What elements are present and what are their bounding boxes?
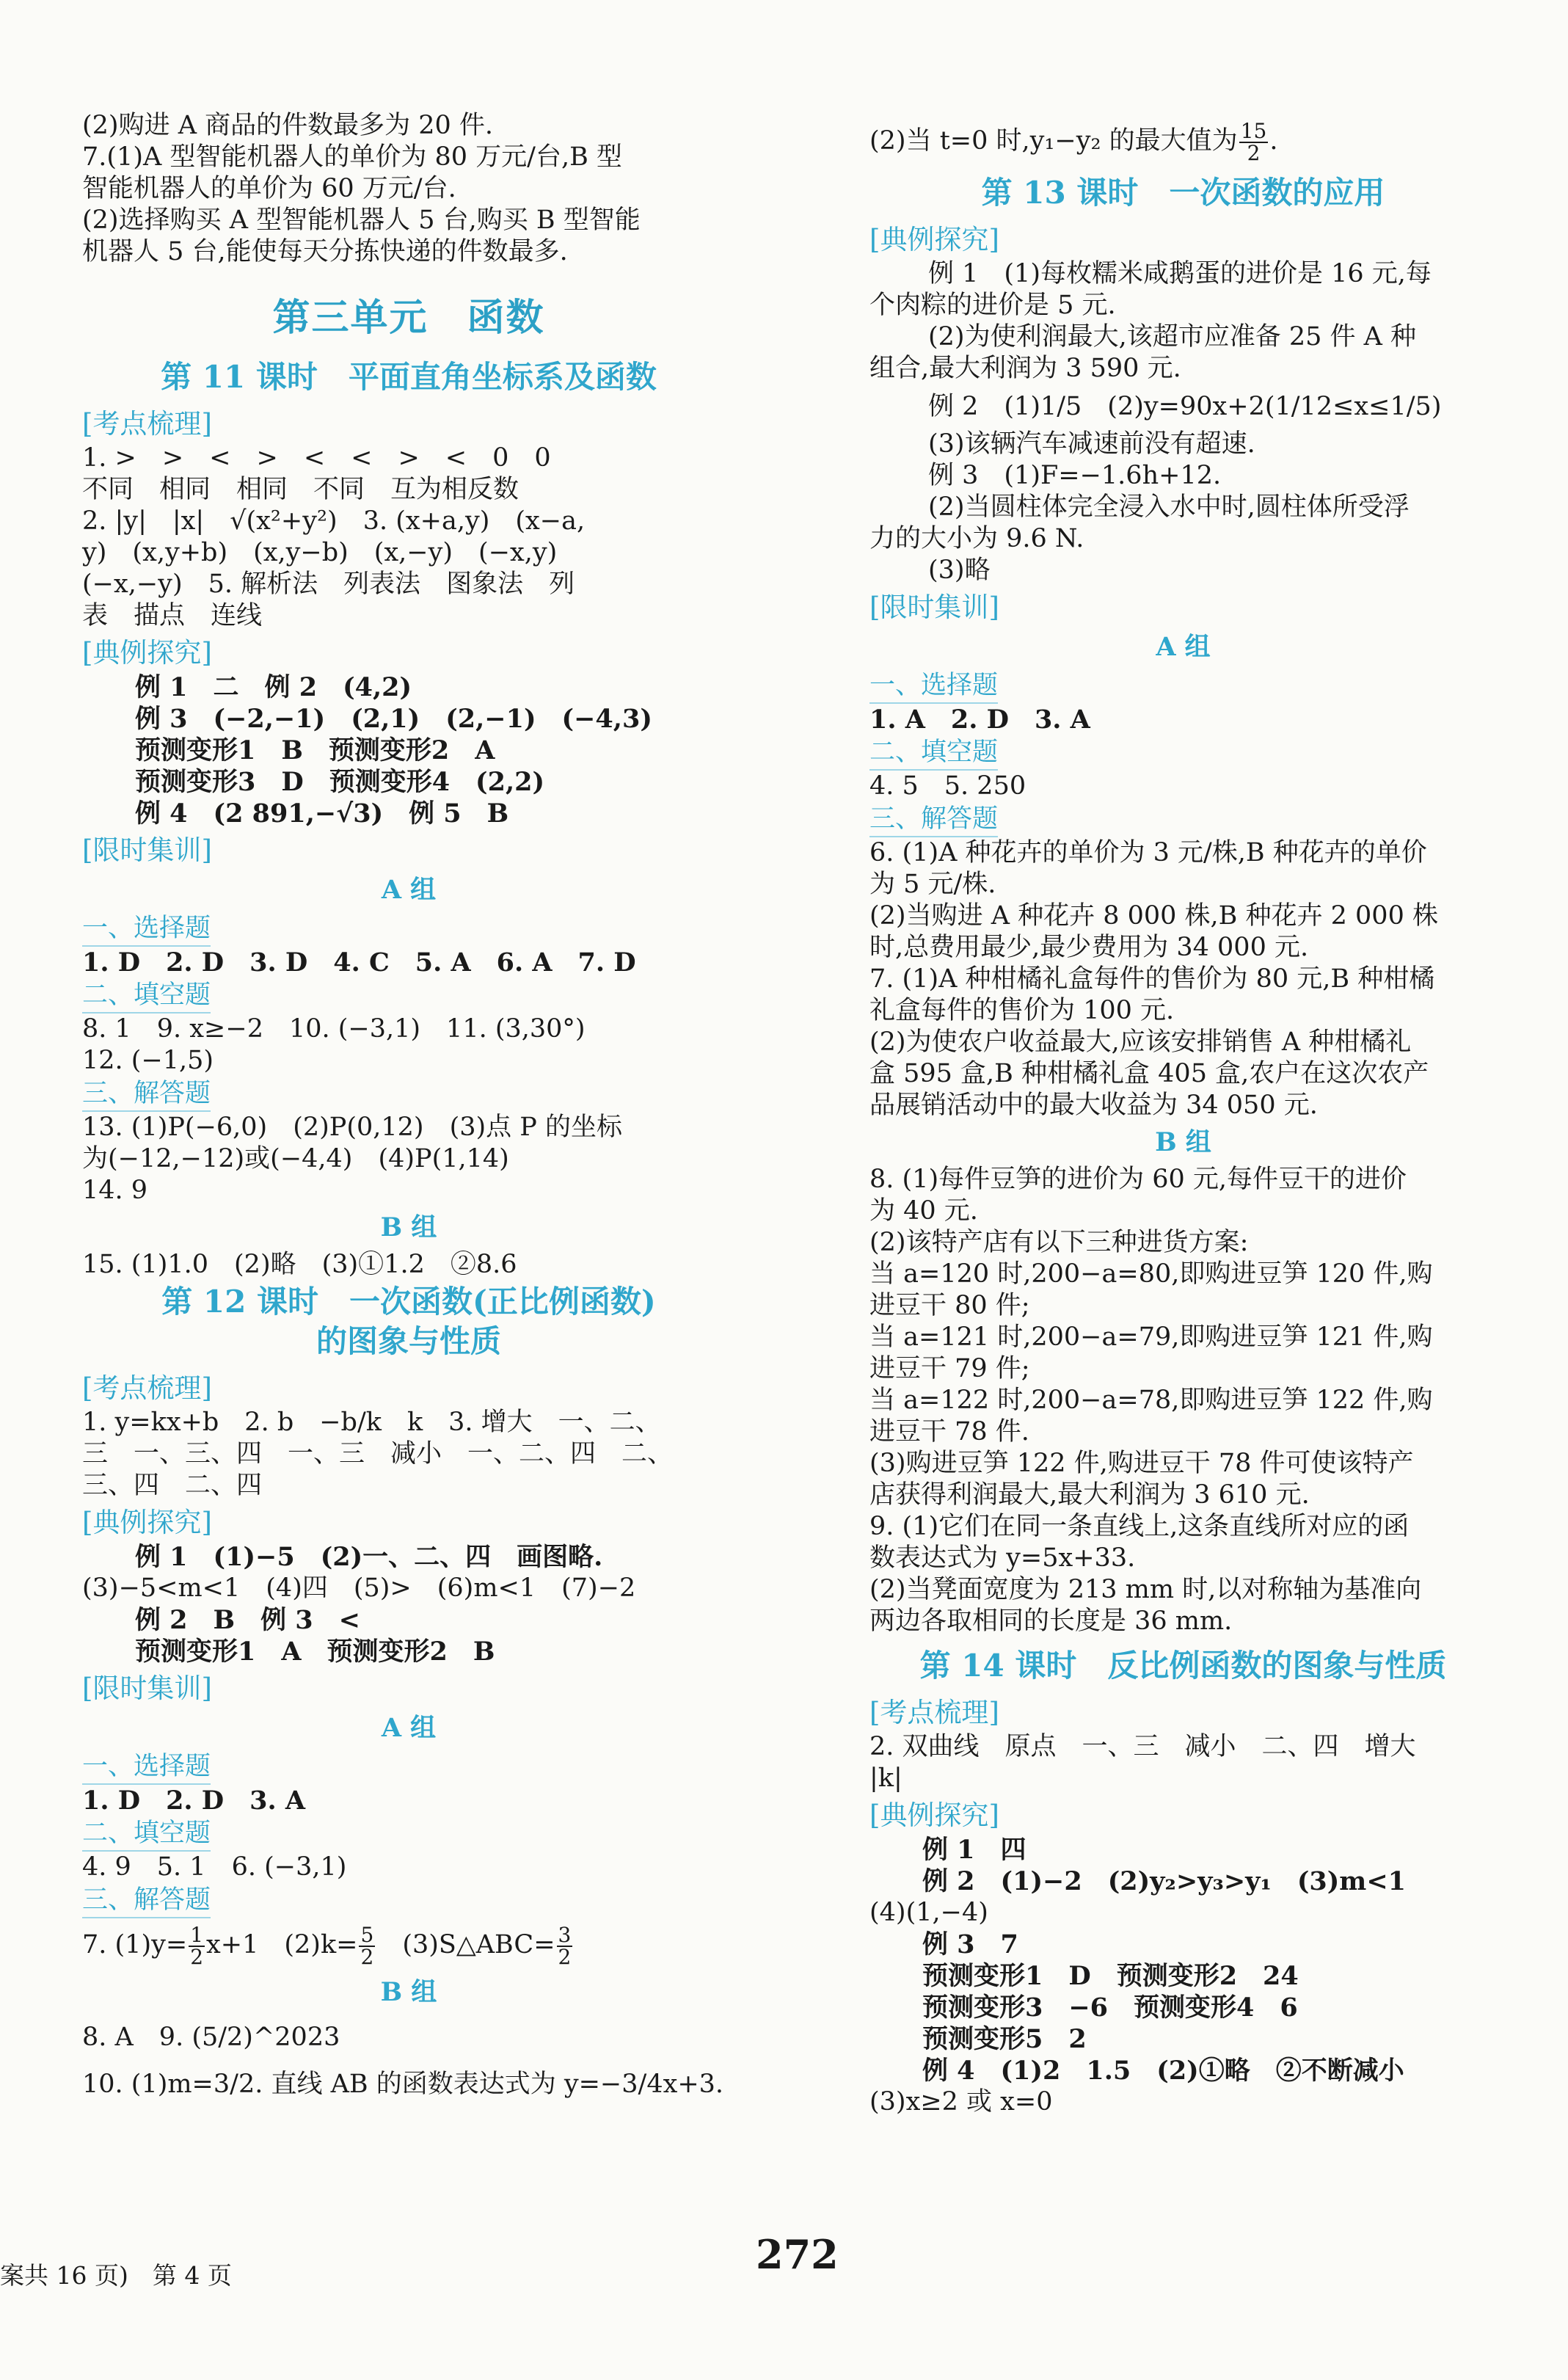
group-b-label: B 组 [1155, 1127, 1211, 1157]
text-line: 表 描点 连线 [82, 601, 263, 630]
lesson-14-title: 第 14 课时 反比例函数的图象与性质 [919, 1648, 1447, 1684]
text-line: |k| [869, 1764, 902, 1793]
text-line: (3)x≥2 或 x=0 [869, 2087, 1053, 2117]
text-line: 1. D 2. D 3. A [82, 1786, 306, 1816]
text-line: (3)购进豆笋 122 件,购进豆干 78 件可使该特产 [869, 1449, 1414, 1478]
text-line: 力的大小为 9.6 N. [869, 524, 1084, 553]
text-line: 当 a=121 时,200−a=79,即购进豆笋 121 件,购 [869, 1322, 1433, 1352]
text-line: (2)为使利润最大,该超市应准备 25 件 A 种 [928, 322, 1417, 352]
text-line: 个肉粽的进价是 5 元. [869, 291, 1116, 320]
text-line: 进豆干 80 件; [869, 1291, 1030, 1320]
group-b-label: B 组 [380, 1977, 437, 2007]
text-line: 三 一、三、四 一、三 减小 一、二、四 二、 [82, 1439, 674, 1469]
text-line: 预测变形1 D 预测变形2 24 [922, 1961, 1299, 1991]
text-line: 智能机器人的单价为 60 万元/台. [82, 174, 456, 203]
q7-prefix: 7. (1)y= [82, 1930, 188, 1959]
text-line: 不同 相同 相同 不同 互为相反数 [82, 475, 519, 504]
section-tag-review: [考点梳理] [82, 408, 212, 440]
subsection-answer: 三、解答题 [82, 1883, 211, 1918]
text-line: (2)当购进 A 种花卉 8 000 株,B 种花卉 2 000 株 [869, 901, 1438, 931]
lesson-11-title: 第 11 课时 平面直角坐标系及函数 [161, 359, 657, 395]
text-line: (2)该特产店有以下三种进货方案: [869, 1228, 1249, 1257]
fraction: $\frac{15}{2}$ [1240, 118, 1267, 165]
text-line: 时,总费用最少,最少费用为 34 000 元. [869, 933, 1309, 962]
subsection-answer: 三、解答题 [869, 802, 998, 837]
text-line: 店获得利润最大,最大利润为 3 610 元. [869, 1480, 1310, 1510]
text-line: 6. (1)A 种花卉的单价为 3 元/株,B 种花卉的单价 [869, 838, 1427, 867]
footer-text: 案共 16 页) 第 4 页 [0, 2261, 232, 2290]
text-line: 8. (1)每件豆笋的进价为 60 元,每件豆干的进价 [869, 1165, 1407, 1194]
section-tag-review: [考点梳理] [869, 1697, 999, 1728]
text-line: 机器人 5 台,能使每天分拣快递的件数最多. [82, 237, 568, 266]
text-line: 例 2 (1)−2 (2)y₂>y₃>y₁ (3)m<1 [922, 1866, 1407, 1896]
text-line: (3)−5<m<1 (4)四 (5)> (6)m<1 (7)−2 [82, 1573, 636, 1603]
fraction: $\frac{5}{2}$ [360, 1922, 374, 1969]
lesson-12-title-line1: 第 12 课时 一次函数(正比例函数) [161, 1284, 656, 1320]
text-line: (3)该辆汽车减速前没有超速. [928, 429, 1255, 459]
text-line: 为(−12,−12)或(−4,4) (4)P(1,14) [82, 1144, 509, 1173]
text-line: 为 5 元/株. [869, 870, 996, 899]
unit-title: 第三单元 函数 [272, 296, 545, 340]
section-tag-examples: [典例探究] [82, 1507, 212, 1538]
text-line: 例 3 7 [922, 1929, 1018, 1959]
text-line: 例 2 B 例 3 < [135, 1605, 360, 1635]
text-line: 预测变形5 2 [922, 2024, 1087, 2054]
section-tag-practice: [限时集训] [82, 1673, 212, 1704]
text-line: (2)当圆柱体完全浸入水中时,圆柱体所受浮 [928, 492, 1410, 522]
subsection-fill: 二、填空题 [82, 978, 211, 1013]
subsection-choice: 一、选择题 [82, 1750, 211, 1785]
top-line-prefix: (2)当 t=0 时,y₁−y₂ 的最大值为 [869, 126, 1238, 156]
group-b-label: B 组 [380, 1212, 437, 1242]
subsection-fill: 二、填空题 [869, 735, 998, 771]
text-line: (2)当凳面宽度为 213 mm 时,以对称轴为基准向 [869, 1575, 1422, 1604]
text-line: 预测变形3 −6 预测变形4 6 [922, 1993, 1298, 2023]
text-line: 礼盒每件的售价为 100 元. [869, 996, 1175, 1025]
text-line: 8. 1 9. x≥−2 10. (−3,1) 11. (3,30°) [82, 1014, 586, 1044]
text-line: 进豆干 78 件. [869, 1417, 1029, 1446]
text-line: 例 1 (1)−5 (2)一、二、四 画图略. [135, 1542, 603, 1572]
text-line: 1. y=kx+b 2. b −b/k k 3. 增大 一、二、 [82, 1408, 661, 1437]
text-line: 13. (1)P(−6,0) (2)P(0,12) (3)点 P 的坐标 [82, 1113, 622, 1142]
text-line: 8. A 9. (5/2)^2023 [82, 2023, 340, 2052]
section-tag-examples: [典例探究] [869, 1799, 999, 1831]
page-number: 272 [756, 2231, 839, 2278]
text-line: y) (x,y+b) (x,y−b) (x,−y) (−x,y) [82, 538, 558, 567]
text-line: 7.(1)A 型智能机器人的单价为 80 万元/台,B 型 [82, 142, 622, 172]
text-line: 2. |y| |x| √(x²+y²) 3. (x+a,y) (x−a, [82, 506, 586, 536]
text-line: 盒 595 盒,B 种柑橘礼盒 405 盒,农户在这次农产 [869, 1059, 1429, 1088]
group-a-label: A 组 [381, 875, 437, 905]
text-line: 例 2 (1)1/5 (2)y=90x+2(1/12≤x≤1/5) [928, 392, 1442, 421]
text-line: (2)选择购买 A 型智能机器人 5 台,购买 B 型智能 [82, 205, 641, 235]
text-line: 1. A 2. D 3. A [869, 705, 1090, 735]
q7-mid: x+1 (2)k= [206, 1930, 358, 1959]
text-line: 10. (1)m=3/2. 直线 AB 的函数表达式为 y=−3/4x+3. [82, 2070, 724, 2099]
text-line: 12. (−1,5) [82, 1046, 214, 1075]
fraction: $\frac{1}{2}$ [190, 1922, 204, 1969]
text-line: 预测变形3 D 预测变形4 (2,2) [135, 767, 545, 797]
text-line: 1. > > < > < < > < 0 0 [82, 443, 551, 473]
text-line: 当 a=122 时,200−a=78,即购进豆笋 122 件,购 [869, 1386, 1433, 1415]
text-line: 7. (1)A 种柑橘礼盒每件的售价为 80 元,B 种柑橘 [869, 964, 1435, 994]
subsection-answer: 三、解答题 [82, 1077, 211, 1112]
text-line: 1. D 2. D 3. D 4. C 5. A 6. A 7. D [82, 947, 636, 978]
text-line: 当 a=120 时,200−a=80,即购进豆笋 120 件,购 [869, 1259, 1433, 1289]
text-line: 2. 双曲线 原点 一、三 减小 二、四 增大 [869, 1732, 1416, 1761]
text-line: (4)(1,−4) [869, 1898, 988, 1927]
text-line: 例 1 二 例 2 (4,2) [135, 672, 412, 702]
text-line: 进豆干 79 件; [869, 1354, 1030, 1383]
text-line: 品展销活动中的最大收益为 34 050 元. [869, 1091, 1318, 1120]
text-line: 4. 9 5. 1 6. (−3,1) [82, 1852, 347, 1882]
text-line: (2)购进 A 商品的件数最多为 20 件. [82, 111, 494, 140]
section-tag-practice: [限时集训] [869, 592, 999, 623]
q7-line [82, 1918, 735, 1971]
section-tag-review: [考点梳理] [82, 1372, 212, 1404]
subsection-fill: 二、填空题 [82, 1816, 211, 1852]
text-line: 例 1 (1)每枚糯米咸鹅蛋的进价是 16 元,每 [928, 259, 1432, 288]
lesson-12-title-line2: 的图象与性质 [316, 1323, 501, 1359]
subsection-choice: 一、选择题 [82, 911, 211, 947]
top-line [869, 117, 1497, 164]
text-line: 4. 5 5. 250 [869, 771, 1027, 801]
text-line: 例 4 (2 891,−√3) 例 5 B [135, 798, 509, 829]
fraction: $\frac{3}{2}$ [558, 1922, 572, 1969]
lesson-12-title [82, 1282, 735, 1361]
section-tag-examples: [典例探究] [82, 637, 212, 669]
text-line: 例 1 四 [922, 1835, 1027, 1865]
section-tag-practice: [限时集训] [82, 834, 212, 866]
text-line: 数表达式为 y=5x+33. [869, 1543, 1136, 1573]
text-line: 预测变形1 A 预测变形2 B [135, 1637, 495, 1667]
text-line: 三、四 二、四 [82, 1471, 263, 1500]
text-line: 14. 9 [82, 1176, 148, 1205]
text-line: 预测变形1 B 预测变形2 A [135, 735, 495, 765]
lesson-13-title: 第 13 课时 一次函数的应用 [981, 175, 1385, 211]
top-line-suffix: . [1269, 126, 1278, 156]
text-line: (−x,−y) 5. 解析法 列表法 图象法 列 [82, 569, 575, 599]
text-line: 例 3 (−2,−1) (2,1) (2,−1) (−4,3) [135, 704, 652, 734]
right-column [869, 117, 1497, 2118]
text-line: (3)略 [928, 556, 991, 585]
group-a-label: A 组 [381, 1713, 437, 1743]
text-line: 组合,最大利润为 3 590 元. [869, 354, 1181, 383]
text-line: 两边各取相同的长度是 36 mm. [869, 1606, 1233, 1636]
group-a-label: A 组 [1156, 632, 1211, 662]
subsection-choice: 一、选择题 [869, 669, 998, 704]
text-line: 9. (1)它们在同一条直线上,这条直线所对应的函 [869, 1512, 1410, 1541]
text-line: 例 3 (1)F=−1.6h+12. [928, 461, 1222, 490]
text-line: 例 4 (1)2 1.5 (2)①略 ②不断减小 [922, 2056, 1404, 2086]
left-column [82, 110, 735, 2108]
section-tag-examples: [典例探究] [869, 224, 999, 255]
q7-mid: (3)S△ABC= [376, 1930, 555, 1959]
text-line: 为 40 元. [869, 1196, 978, 1226]
text-line: (2)为使农户收益最大,应该安排销售 A 种柑橘礼 [869, 1027, 1412, 1057]
text-line: 15. (1)1.0 (2)略 (3)①1.2 ②8.6 [82, 1250, 517, 1279]
